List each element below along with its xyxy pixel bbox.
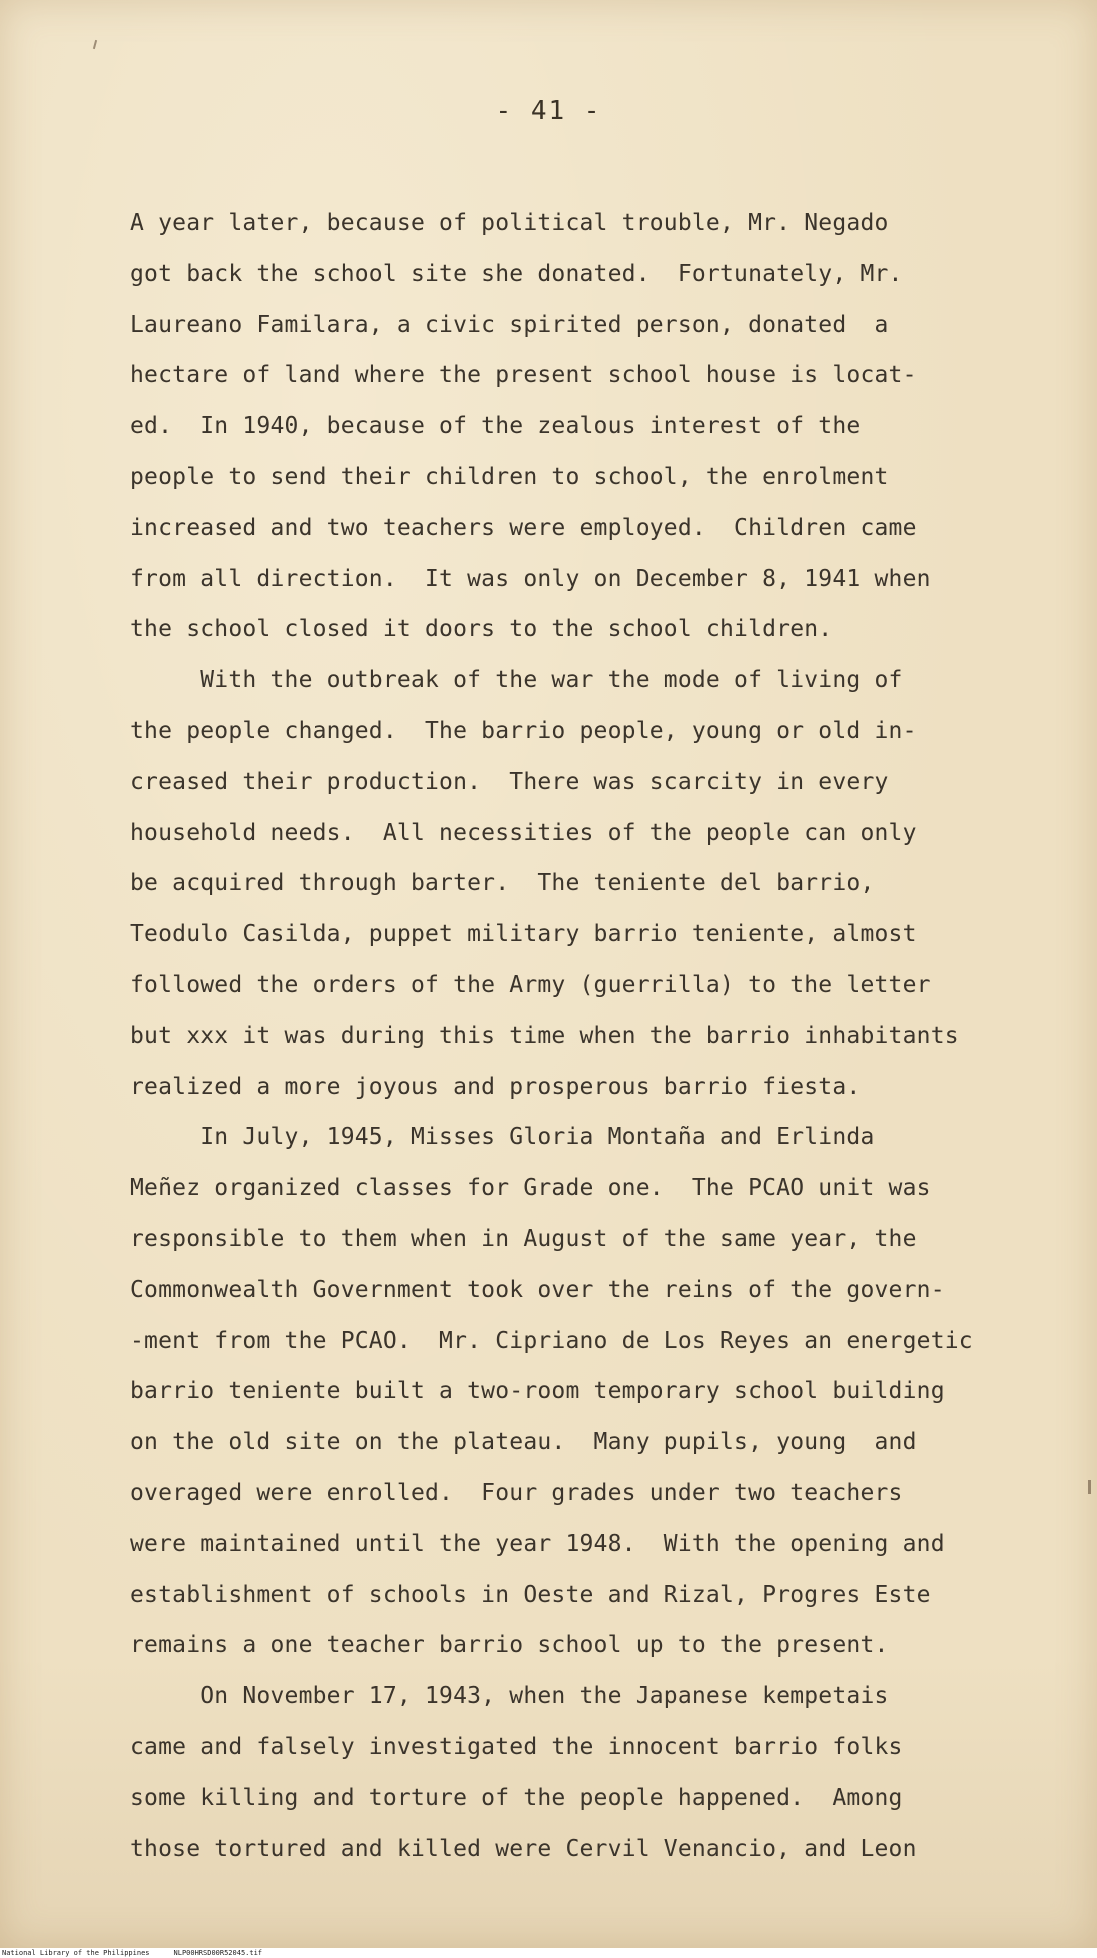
- text-line: increased and two teachers were employed. Children came: [130, 514, 917, 541]
- stray-mark: [93, 40, 97, 49]
- text-line: Meñez organized classes for Grade one. The PCAO unit was: [130, 1175, 931, 1202]
- text-line: followed the orders of the Army (guerrilla) to the letter: [130, 971, 931, 998]
- stray-mark: [1088, 1480, 1091, 1494]
- text-line: on the old site on the plateau. Many pupils, young and: [130, 1429, 917, 1456]
- text-line: -ment from the PCAO. Mr. Cipriano de Los Reyes an energetic: [130, 1327, 973, 1354]
- footer-file-id: NLP00HRSD00R52045.tif: [173, 1949, 263, 1957]
- scan-footer: [0, 1949, 1097, 1958]
- text-line: creased their production. There was scarcity in every: [130, 768, 889, 795]
- text-line: In July, 1945, Misses Gloria Montaña and Erlinda: [130, 1124, 875, 1151]
- text-line: establishment of schools in Oeste and Rizal, Progres Este: [130, 1581, 931, 1608]
- text-line: people to send their children to school, the enrolment: [130, 463, 889, 490]
- text-line: household needs. All necessities of the people can only: [130, 819, 917, 846]
- text-line: On November 17, 1943, when the Japanese kempetais: [130, 1683, 889, 1710]
- page-number: - 41 -: [495, 96, 602, 126]
- text-line: those tortured and killed were Cervil Venancio, and Leon: [130, 1835, 917, 1862]
- text-line: Teodulo Casilda, puppet military barrio teniente, almost: [130, 921, 917, 948]
- text-line: some killing and torture of the people happened. Among: [130, 1784, 903, 1811]
- text-line: ed. In 1940, because of the zealous interest of the: [130, 413, 861, 440]
- text-line: With the outbreak of the war the mode of living of: [130, 667, 903, 694]
- text-line: overaged were enrolled. Four grades under two teachers: [130, 1479, 903, 1506]
- text-line: the people changed. The barrio people, young or old in-: [130, 717, 917, 744]
- text-line: from all direction. It was only on December 8, 1941 when: [130, 565, 931, 592]
- text-line: came and falsely investigated the innocent barrio folks: [130, 1733, 903, 1760]
- body-text: [130, 198, 1060, 1874]
- footer-library: National Library of the Philippines: [2, 1949, 150, 1957]
- text-line: responsible to them when in August of the same year, the: [130, 1225, 917, 1252]
- text-line: be acquired through barter. The teniente del barrio,: [130, 870, 875, 897]
- text-line: realized a more joyous and prosperous barrio fiesta.: [130, 1073, 861, 1100]
- text-line: were maintained until the year 1948. With the opening and: [130, 1530, 945, 1557]
- text-line: Laureano Familara, a civic spirited person, donated a: [130, 311, 889, 338]
- text-line: barrio teniente built a two-room temporary school building: [130, 1378, 945, 1405]
- text-line: got back the school site she donated. Fortunately, Mr.: [130, 260, 903, 287]
- text-line: Commonwealth Government took over the reins of the govern-: [130, 1276, 945, 1303]
- text-line: hectare of land where the present school house is locat-: [130, 362, 917, 389]
- text-line: A year later, because of political trouble, Mr. Negado: [130, 210, 889, 236]
- text-line: the school closed it doors to the school children.: [130, 616, 833, 643]
- text-line: but xxx it was during this time when the barrio inhabitants: [130, 1022, 959, 1049]
- text-line: remains a one teacher barrio school up to the present.: [130, 1632, 889, 1659]
